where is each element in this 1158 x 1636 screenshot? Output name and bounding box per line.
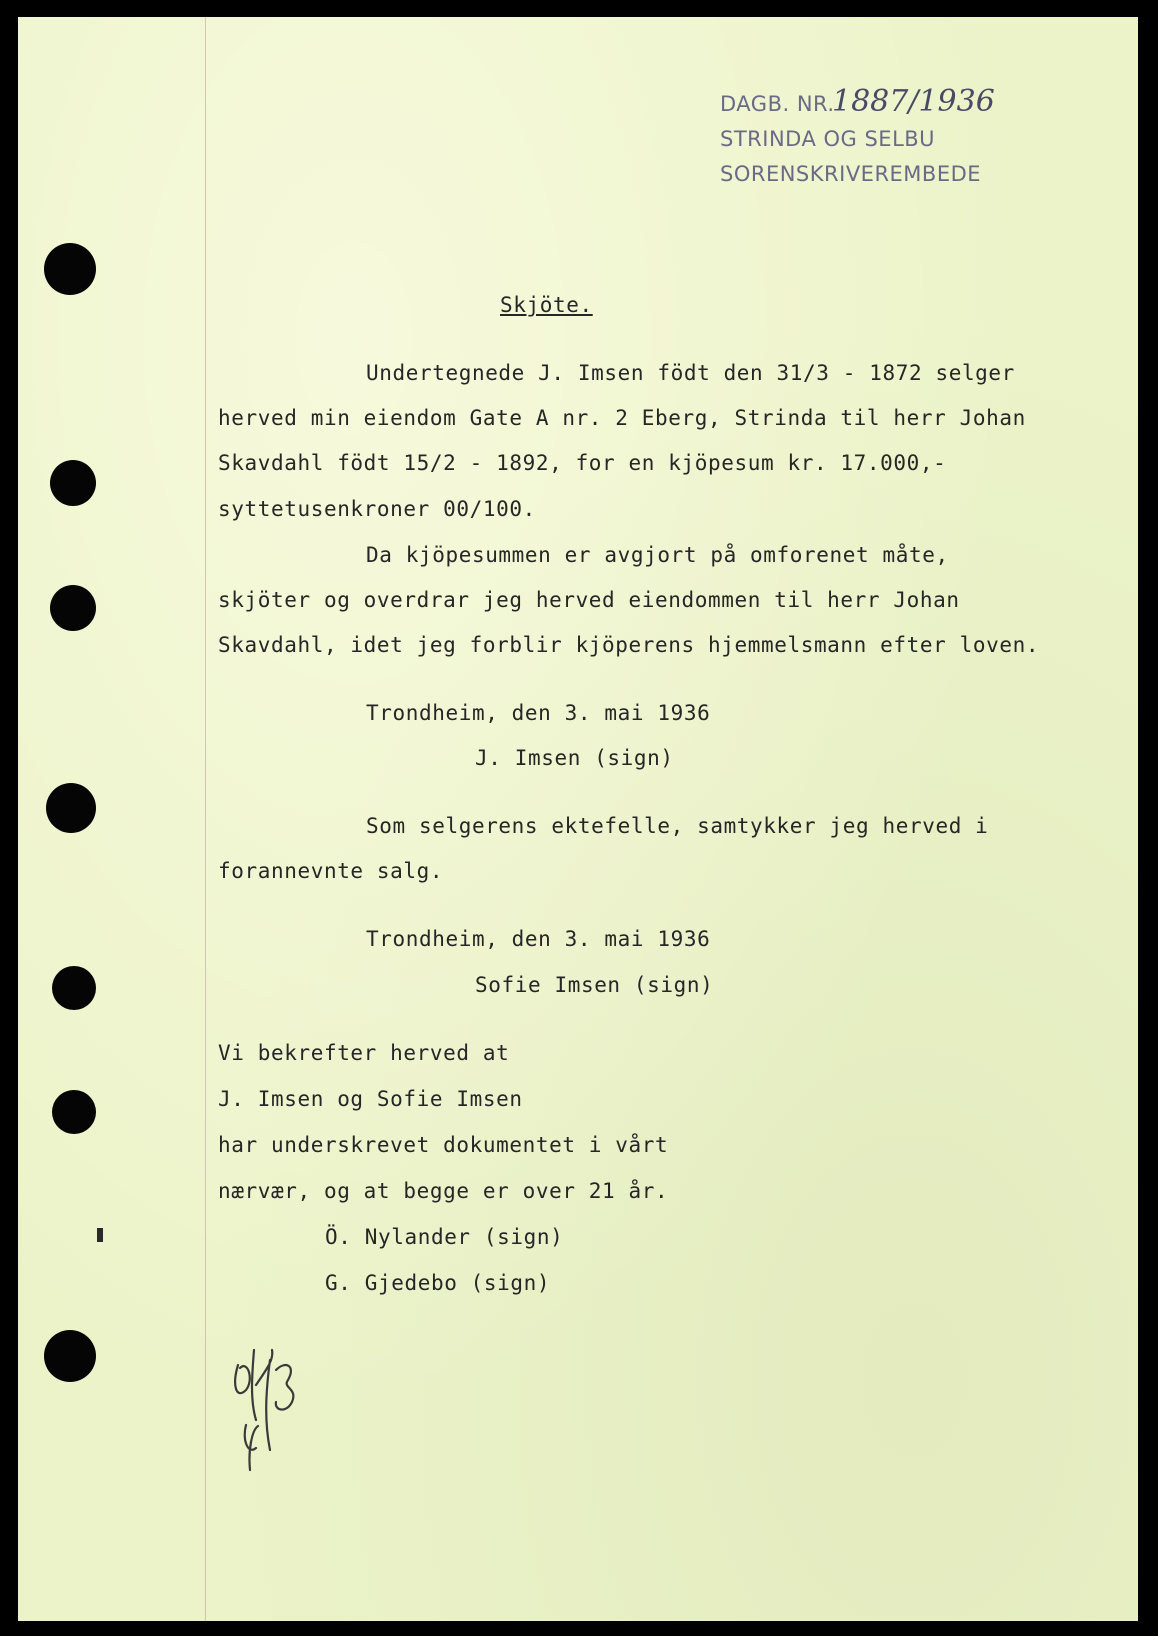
stamp-court-line2: SORENSKRIVEREMBEDE (720, 162, 982, 186)
punch-hole (44, 1330, 96, 1382)
witness-line: Vi bekrefter herved at (218, 1041, 510, 1065)
punch-hole (50, 585, 96, 631)
body-line: Da kjöpesummen er avgjort på omforenet måte, (366, 543, 949, 567)
punch-hole (46, 783, 96, 833)
body-line: forannevnte salg. (218, 859, 444, 883)
signature-name: Sofie Imsen (sign) (475, 973, 714, 997)
witness-line: J. Imsen og Sofie Imsen (218, 1087, 523, 1111)
witness-line: har underskrevet dokumentet i vårt (218, 1133, 669, 1157)
signature-name: J. Imsen (sign) (475, 746, 674, 770)
witness-line: nærvær, og at begge er over 21 år. (218, 1179, 669, 1203)
witness-signature: Ö. Nylander (sign) (325, 1225, 564, 1249)
body-line: Skavdahl födt 15/2 - 1892, for en kjöpesum kr. 17.000,- (218, 451, 947, 475)
punch-hole (52, 966, 96, 1010)
body-line: Undertegnede J. Imsen födt den 31/3 - 1872 selger (366, 361, 1015, 385)
ink-mark (97, 1228, 103, 1242)
body-line: herved min eiendom Gate A nr. 2 Eberg, Strinda til herr Johan (218, 406, 1026, 430)
stamp-journal-number: 1887/1936 (832, 84, 995, 119)
punch-hole (52, 1090, 96, 1134)
punch-hole (50, 460, 96, 506)
body-line: Som selgerens ektefelle, samtykker jeg herved i (366, 814, 989, 838)
margin-line (205, 17, 206, 1621)
body-line: skjöter og overdrar jeg herved eiendommen til herr Johan (218, 588, 960, 612)
body-line: syttetusenkroner 00/100. (218, 497, 536, 521)
punch-hole (44, 243, 96, 295)
handwritten-initials (226, 1330, 326, 1480)
witness-signature: G. Gjedebo (sign) (325, 1271, 551, 1295)
stamp-court-line1: STRINDA OG SELBU (720, 127, 936, 151)
body-line: Skavdahl, idet jeg forblir kjöperens hjemmelsmann efter loven. (218, 633, 1040, 657)
signature-place-date: Trondheim, den 3. mai 1936 (366, 927, 711, 951)
stamp-dagb-label: DAGB. NR. (720, 92, 835, 116)
document-title: Skjöte. (500, 293, 593, 317)
signature-place-date: Trondheim, den 3. mai 1936 (366, 701, 711, 725)
